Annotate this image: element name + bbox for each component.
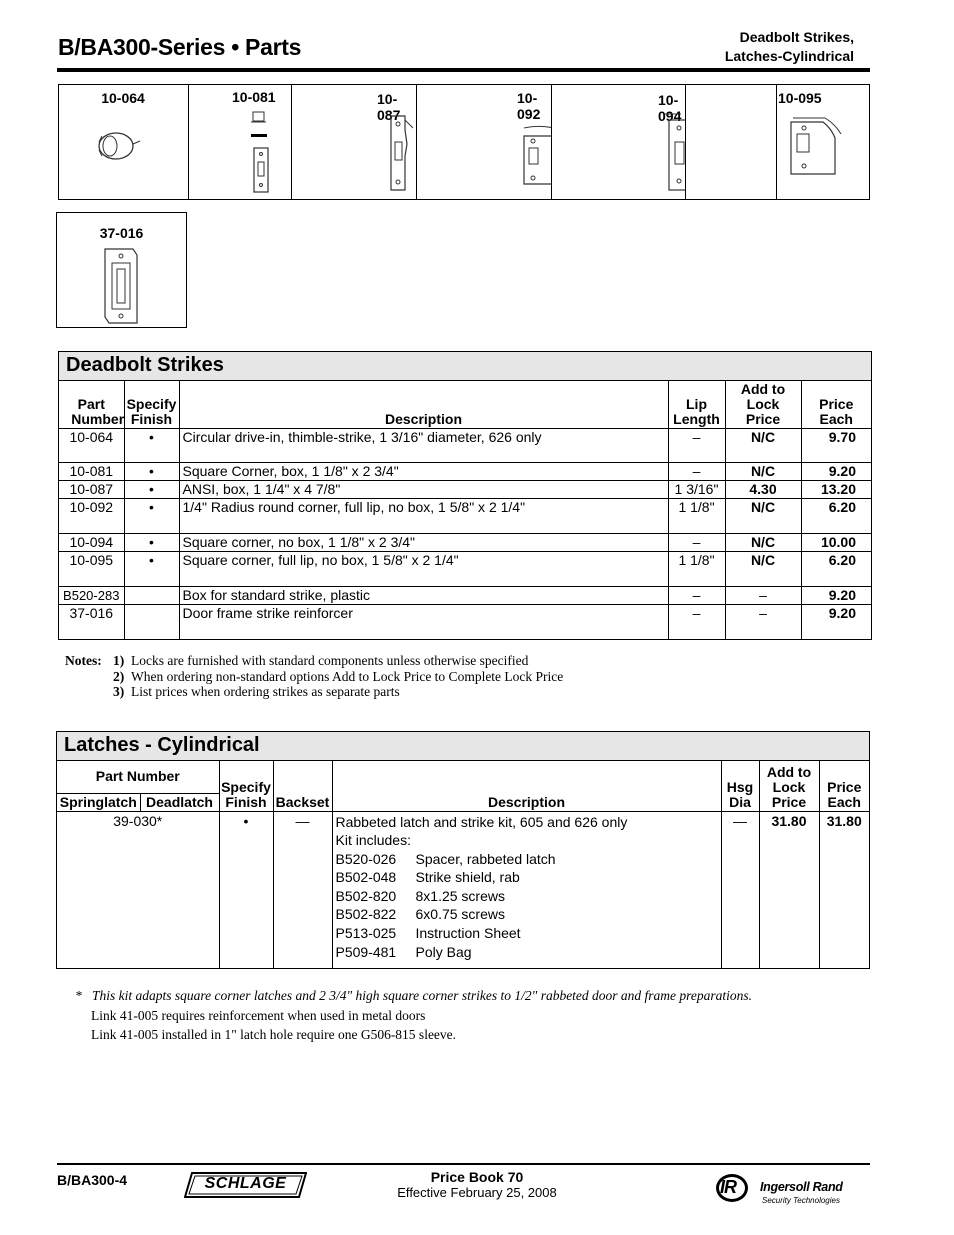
header-rule <box>57 68 870 72</box>
table-row: 10-087 • ANSI, box, 1 1/4" x 4 7/8" 1 3/16" 4.30 13.20 <box>59 481 871 499</box>
footer-pricebook <box>377 1170 577 1200</box>
brand-wordmark: SCHLAGE <box>204 1175 287 1192</box>
note-2: When ordering non-standard options Add to Lock Price to Complete Lock Price <box>131 668 564 684</box>
latches-cylindrical-table <box>56 731 870 969</box>
note-1: Locks are furnished with standard components unless otherwise specified <box>131 653 529 668</box>
notes: Notes: 1) Locks are furnished with standard components unless otherwise specified 2) When ordering non-standard options Add to Lock Price to Complete Lock Price 3) List prices when ordering strikes as separate parts <box>65 653 564 699</box>
section-title <box>725 28 854 66</box>
deadbolt-strikes-title: Deadbolt Strikes <box>59 352 871 381</box>
col-backset: Backset <box>273 761 332 811</box>
col-specify-finish: Specify Finish <box>124 381 179 429</box>
table-row: 10-094 • Square corner, no box, 1 1/8" x 2 3/4" – N/C 10.00 <box>59 534 871 552</box>
part-image-label: 10-092 <box>517 90 541 122</box>
price-book-label: Price Book 70 <box>430 1169 524 1185</box>
kit-includes-label: Kit includes: <box>335 832 411 849</box>
part-image-label: 10-081 <box>232 89 276 105</box>
section-title-line2: Latches-Cylindrical <box>724 48 854 64</box>
kit-item: P509-481 Poly Bag <box>335 943 472 960</box>
part-image-cell-10-092 <box>416 84 551 200</box>
col-deadlatch: Deadlatch <box>140 793 219 811</box>
latch-description: Rabbeted latch and strike kit, 605 and 626 only <box>335 813 628 830</box>
kit-item: B502-820 8x1.25 screws <box>335 887 505 904</box>
footer-rule <box>57 1163 870 1165</box>
schlage-logo <box>184 1172 307 1198</box>
col-description: Description <box>179 381 668 429</box>
ansi-box-strike-image <box>291 84 416 200</box>
company-name: Ingersoll Rand <box>760 1180 843 1194</box>
page-title: B/BA300-Series • Parts <box>58 34 302 60</box>
table-row: 10-095 • Square corner, full lip, no box, 1 5/8" x 2 1/4" 1 1/8" N/C 6.20 <box>59 552 871 587</box>
frame-strike-reinforcer-image <box>57 213 188 329</box>
footnote-3: Link 41-005 installed in 1" latch hole require one G506-815 sleeve. <box>91 1027 457 1042</box>
square-corner-full-lip-strike-image <box>685 84 870 200</box>
kit-item: B502-048 Strike shield, rab <box>335 869 520 886</box>
col-springlatch: Springlatch <box>57 793 140 811</box>
part-image-label: 10-087 <box>377 91 401 123</box>
thimble-strike-image <box>58 84 188 200</box>
footnotes: * This kit adapts square corner latches and 2 3/4" high square corner strikes to 1/2" rabbeted door and frame preparations. Link 41-005 requires reinforcement when used in metal doors Link 41-005 installed in 1" latch hole require one G506-815 sleeve. <box>75 986 752 1045</box>
col-part-number: Part Number <box>57 761 219 793</box>
part-image-cell-10-081 <box>188 84 291 200</box>
col-part-number: Part Number <box>59 381 124 429</box>
page-code: B/BA300-4 <box>57 1172 128 1188</box>
kit-item: P513-025 Instruction Sheet <box>335 925 521 942</box>
part-image-label: 37-016 <box>99 225 144 241</box>
part-image-cell-10-087 <box>291 84 416 200</box>
part-image-label: 10-064 <box>101 90 145 106</box>
latches-cylindrical-title: Latches - Cylindrical <box>57 732 869 761</box>
note-3: List prices when ordering strikes as separate parts <box>131 684 400 699</box>
col-price-each: Price Each <box>819 761 869 811</box>
table-row: 10-092 • 1/4" Radius round corner, full lip, no box, 1 5/8" x 2 1/4" 1 1/8" N/C 6.20 <box>59 499 871 534</box>
table-row: 10-081 • Square Corner, box, 1 1/8" x 2 3/4" – N/C 9.20 <box>59 463 871 481</box>
division-name: Security Technologies <box>762 1196 840 1205</box>
col-price-each: Price Each <box>801 381 871 429</box>
part-image-cell-10-064 <box>58 84 188 200</box>
table-row: B520-283 Box for standard strike, plastic – – 9.20 <box>59 587 871 605</box>
ir-mark: IR <box>720 1177 736 1197</box>
part-image-label: 10-094 <box>658 92 682 124</box>
footnote-2: Link 41-005 requires reinforcement when used in metal doors <box>91 1007 426 1023</box>
col-description: Description <box>332 761 721 811</box>
round-corner-full-lip-strike-image <box>416 84 551 200</box>
square-corner-no-box-strike-image <box>551 84 685 200</box>
col-lip-length: Lip Length <box>668 381 725 429</box>
table-row: 39-030* • — Rabbeted latch and strike kit, 605 and 626 only Kit includes: B520-026 Spacer, rabbeted latch B502-048 Strike shield, rab B502-820 8x1.25 screws B502-822 6x0.75 screws P513-025 Instruction Sheet P509-481 Poly Bag — 31.80 31.80 <box>57 811 869 968</box>
part-image-label: 10-095 <box>778 90 822 106</box>
col-hsg-dia: Hsg Dia <box>721 761 759 811</box>
col-add-to-lock-price: Add to Lock Price <box>725 381 801 429</box>
part-image-cell-10-095 <box>685 84 870 200</box>
deadbolt-strikes-table <box>58 351 872 640</box>
kit-item: B502-822 6x0.75 screws <box>335 906 505 923</box>
table-row: 37-016 Door frame strike reinforcer – – 9.20 <box>59 605 871 639</box>
ingersoll-rand-logo <box>716 1172 856 1208</box>
col-add-to-lock-price: Add to Lock Price <box>759 761 819 811</box>
part-image-cell-10-094 <box>551 84 685 200</box>
notes-label: Notes: <box>65 653 102 668</box>
square-corner-box-strike-image <box>188 84 291 200</box>
part-image-cell-37-016 <box>56 212 187 328</box>
kit-item: B520-026 Spacer, rabbeted latch <box>335 850 556 867</box>
effective-date: Effective February 25, 2008 <box>397 1185 557 1200</box>
section-title-line1: Deadbolt Strikes, <box>739 29 854 45</box>
table-row: 10-064 • Circular drive-in, thimble-strike, 1 3/16" diameter, 626 only – N/C 9.70 <box>59 429 871 463</box>
col-specify-finish: Specify Finish <box>219 761 273 811</box>
footnote-1: This kit adapts square corner latches and 2 3/4" high square corner strikes to 1/2" rabbeted door and frame preparations. <box>92 988 753 1003</box>
